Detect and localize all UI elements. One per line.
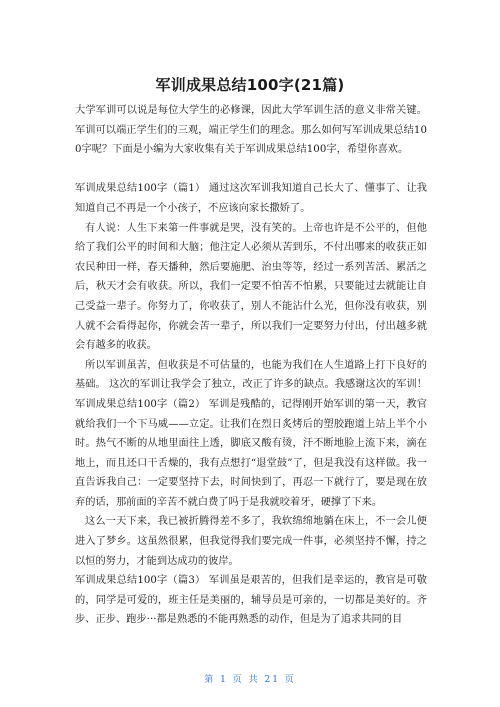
page-title: 军训成果总结100字(21篇) (155, 76, 345, 94)
footer-total-pages: 21 (264, 675, 280, 685)
footer-total-label: 共 (248, 675, 260, 685)
intro-paragraph: 大学军训可以说是每位大学生的必修课，因此大学军训生活的意义非常关键。军训可以端正学生们的三观，端正学生们的理念。那么如何写军训成果总结100字呢？下面是小编为大家收集有关于军训成果总结100字，希望你喜欢。 (75, 105, 427, 156)
section-3-paragraph: 军训成果总结100字（篇3） 军训虽是艰苦的，但我们是幸运的，教官是可敬的，同学是可爱的，班主任是美丽的，辅导员是可亲的，一切都是美好的。齐步、正步、跑步···都是熟悉的不能再熟悉的动作，但是为了追求共同的目 (75, 575, 427, 626)
body-paragraph: 所以军训虽苦，但收获是不可估量的，也能为我们在人生道路上打下良好的基础。 这次的军训让我学会了独立，改正了许多的缺点。我感谢这次的军训！军训成果总结100字（篇2） 军训是残酷的，记得刚开始军训的第一天，教官就给我们一个下马威——立定。让我们在烈日炙烤后的塑胶跑道上站上半个小时。热气不断的从地里面往上透，脚底又酸有烫，汗不断地脸上流下来，滴在地上，而且还口干舌燥的，我有点想打“退堂鼓”了，但是我没有这样做。我一直告诉我自己：一定要坚持下去，时间快到了，再忍一下就行了，要是现在放弃的话，那前面的辛苦不就白费了吗于是我就咬着牙，硬撑了下来。 (75, 359, 427, 508)
page-footer (0, 672, 500, 685)
body-paragraph: 有人说：人生下来第一件事就是哭，没有笑的。上帝也许是不公平的，但他给了我们公平的时间和大脑；他注定人必须从苦到乐，不付出哪来的收获正如农民种田一样，春天播种，然后要施肥、治虫等等，经过一系列苦活、累活之后，秋天才会有收获。所以，我们一定要不怕苦不怕累，只要能过去就能让自己受益一辈子。你努力了，你收获了，别人不能沾什么光，但你没有收获，别人就不会看得起你，你就会苦一辈子，所以我们一定要努力付出，付出越多就会有越多的收获。 (75, 222, 427, 352)
body-paragraph: 这么一天下来，我已被折腾得差不多了，我软绵绵地躺在床上，不一会儿便进入了梦乡。这虽然很累，但我觉得我们要完成一件事，必须坚持不懈，持之以恒的努力，才能到达成功的彼岸。 (75, 516, 427, 567)
footer-page-label: 第 (204, 675, 216, 685)
footer-current-page: 1 (220, 675, 228, 685)
footer-total-unit: 页 (284, 675, 296, 685)
section-1-paragraph: 军训成果总结100字（篇1） 通过这次军训我知道自己长大了、懂事了、让我知道自己不再是一个小孩子，不应该向家长撒娇了。 (75, 183, 427, 214)
paragraph-gap (75, 160, 427, 180)
document-body (75, 101, 427, 630)
footer-page-unit: 页 (232, 675, 244, 685)
